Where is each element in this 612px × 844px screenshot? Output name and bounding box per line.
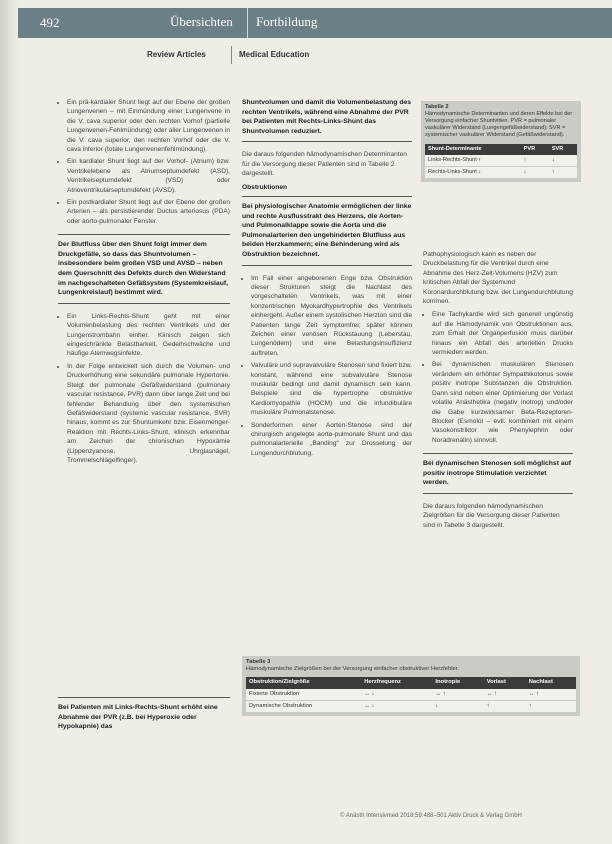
table-label: Tabelle 2 bbox=[425, 104, 449, 110]
table-caption: Hämodynamische Determinanten und deren Effekte bei der Versorgung einfacher Shuntvitien. PVR = pulmonaler vaskulärer Widerstand (Lungengefäßwiderstand); SVR = systemischer vaskulärer Widerstand (Gefäßwiderstand). bbox=[425, 111, 573, 138]
paragraph: Pathophysiologisch kann es neben der Druckbelastung für die Ventrikel durch eine Abnahme des Herz-Zeit-Volumens (HZV) zum kritischen Abfall der Systemund Koronardurchblutung bzw. der Lungendurchblutung kommen. bbox=[423, 251, 573, 306]
section-heading-obstruktionen: Obstruktionen bbox=[242, 183, 288, 191]
table-row bbox=[425, 167, 577, 179]
table-cell: ↔ ↓ bbox=[361, 689, 432, 701]
column-header: Nachlast bbox=[526, 677, 576, 688]
table-cell: ↓ bbox=[521, 167, 549, 179]
column-header: Vorlast bbox=[484, 677, 526, 688]
table-cell: Fixierte Obstruktion bbox=[246, 689, 361, 701]
table-caption: Hämodynamische Zielgrößen bei der Versorgung einfacher obstruktiver Herzfehler. bbox=[246, 666, 459, 673]
table-3 bbox=[242, 656, 580, 716]
column-header: PVR bbox=[521, 144, 549, 155]
column-1 bbox=[58, 98, 230, 468]
list-item: • In der Folge entwickelt sich durch die Volumen- und Druckerhöhung eine sekundäre pulmonale Hypertonie. Steigt der pulmonale Gefäßwiderstand (pulmonary vascular resistance, PVR) dann über lange Zeit und bei fehlender Behandlung über den systemischen Gefäßwiderstand (systemic vascular resistance, SVR) hinaus, kommt es zur Shuntumkehr bzw. Eisenmenger-Reaktion mit Rechts-Links-Shunt, klinisch erkennbar am Zeichen der chronischen Hypoxämie (Lippenzyanose, Uhrglasnägel, Trommelschlägelfinger). bbox=[67, 362, 230, 465]
table-header-row bbox=[425, 144, 577, 155]
table-cell: ↔ ↑ bbox=[432, 689, 483, 701]
table-cell: Rechts-Links-Shunt ↓ bbox=[425, 167, 521, 179]
obstruction-list bbox=[242, 274, 412, 459]
table-cell: ↔ ↑ bbox=[484, 689, 526, 701]
list-item: • Ein prä-kardialer Shunt liegt auf der Ebene der großen Lungenvenen – mit Einmündung einer Lungenvene in die V. cava superior oder den rechten Vorhof (partielle Lungenvenen-Fehlmündung) oder aller Lungenvenen in die V. cava superior, den rechten Vorhof oder die V. cava inferior (totale Lungenvenenfehlmündung). bbox=[67, 98, 230, 154]
list-item: • Ein postkardialer Shunt liegt auf der Ebene der großen Arterien – als persistierender Ductus arteriosus (PDA) oder aorto-pulmonaler Fenster. bbox=[67, 198, 230, 226]
table-3-grid bbox=[246, 677, 576, 713]
list-item: • Sonderformen einer Aorten-Stenose sind der chirurgisch angelegte aorto-pulmonale Shunt und das pulmonalarterielle „Banding“ zur Drosselung der Lungendurchblutung. bbox=[251, 421, 412, 459]
column-3 bbox=[423, 250, 573, 534]
table-cell: ↔ ↓ bbox=[361, 700, 432, 712]
shunt-location-list bbox=[58, 98, 230, 226]
key-message-continuation: Shuntvolumen und damit die Volumenbelastung des rechten Ventrikels, während eine Abnahme der PVR bei Patienten mit Rechts-Links-Shunt das Shuntvolumen reduziert. bbox=[242, 98, 412, 142]
column-header: Obstruktion/Zielgröße bbox=[246, 677, 361, 688]
table-cell: Dynamische Obstruktion bbox=[246, 700, 361, 712]
table-2 bbox=[421, 101, 581, 182]
paragraph: Die daraus folgenden hämodynamischen Determinanten für die Versorgung dieser Patienten sind in Tabelle 2 dargestellt. bbox=[242, 151, 407, 178]
key-message-box-4: Bei dynamischen Stenosen soll möglichst auf positiv inotrope Stimulation verzichtet werden. bbox=[423, 453, 573, 494]
table-cell: ↑ bbox=[521, 155, 549, 167]
key-message-box: Der Blutfluss über den Shunt folgt immer dem Druckgefälle, so dass das Shuntvolumen – insbesondere beim großen VSD und AVSD – neben dem Querschnitt des Defekts durch den Widerstand im nachgeschalteten Gefäßsystem (Systemkreislauf, Lungenkreislauf) bestimmt wird. bbox=[58, 234, 230, 304]
key-message-box-3: Bei physiologischer Anatomie ermöglichen der linke und rechte Ausflusstrakt des Herzens, die Aorten- und Pulmonalklappe sowie die Aorta und die Pulmonalarterien den ungehinderten Blutfluss aus beiden Herzkammern; eine Behinderung wird als Obstruktion bezeichnet. bbox=[242, 196, 412, 266]
column-header: Inotropie bbox=[432, 677, 483, 688]
page-footer: © Anästh Intensivmed 2018;59:488–501 Aktiv Druck & Verlag GmbH bbox=[340, 813, 522, 819]
list-item: • Ein kardialer Shunt liegt auf der Vorhof- (Atrium) bzw. Ventrikelebene als Atriumseptumdefekt (ASD), Ventrikelseptumdefekt (VSD) oder Atrioventrikularseptumdefekt (AVSD). bbox=[67, 157, 230, 195]
table-row bbox=[246, 700, 576, 712]
list-item: • Valvuläre und supravalvuläre Stenosen sind fixiert bzw. konstant, während eine subvalvuläre Stenose muskulär bedingt und damit dynamisch sein kann. Beispiele sind die hypertrophe obstruktive Kardiomyopathie (HOCM) und die infundibuläre muskuläre Pulmonalstenose. bbox=[251, 361, 412, 417]
table-header-row bbox=[246, 677, 576, 688]
list-item: • Ein Links-Rechts-Shunt geht mit einer Volumenbelastung des rechten Ventrikels und der Lungenstrombahn einher. Klinisch zeigen sich eingeschränkte Belastbarkeit, Gedeihschwäche und häufige Atemwegsinfekte. bbox=[67, 312, 230, 359]
column-header: Shunt-Determinante bbox=[425, 144, 521, 155]
table-label: Tabelle 3 bbox=[246, 659, 271, 665]
therapy-list bbox=[423, 310, 573, 445]
table-2-grid bbox=[425, 144, 577, 179]
page-number: 492 bbox=[40, 15, 60, 30]
table-cell: ↓ bbox=[549, 155, 577, 167]
table-row bbox=[425, 155, 577, 167]
header-divider bbox=[247, 8, 248, 38]
subheader-left: Review Articles bbox=[147, 50, 206, 59]
table-row bbox=[246, 689, 576, 701]
subheader-divider bbox=[231, 46, 232, 64]
section-title-right: Fortbildung bbox=[256, 14, 318, 29]
shunt-effects-list bbox=[58, 312, 230, 466]
subheader-right: Medical Education bbox=[239, 50, 310, 59]
column-1-bottom bbox=[58, 697, 230, 737]
list-item: • Eine Tachykardie wird sich generell ungünstig auf die Hämodynamik von Obstruktionen aus, zum Erhalt der Organperfusion muss darüber hinaus ein Abfall des arteriellen Drucks vermieden werden. bbox=[432, 310, 573, 357]
page-fold-shadow bbox=[0, 0, 18, 844]
table-cell: ↓ bbox=[432, 700, 483, 712]
table-cell: Links-Rechts-Shunt ↑ bbox=[425, 155, 521, 167]
list-item: • Im Fall einer angeborenen Enge bzw. Obstruktion dieser Strukturen steigt die Nachlast des vorgeschalteten Ventrikels, was mit einer konzentrischen Myokardhypertrophie des Ventrikels einhergeht. Außer einem systolischen Herzton sind die Patienten lange Zeit symptomfrei; später können Zeichen einer venösen Rückstauung (Leberstau, Lungenödem) und eine Belastungsinsuffizienz auftreten. bbox=[251, 274, 412, 359]
table-cell: ↔ ↑ bbox=[526, 689, 576, 701]
section-title-left: Übersichten bbox=[170, 14, 233, 29]
table-cell: ↑ bbox=[549, 167, 577, 179]
table-cell: ↑ bbox=[526, 700, 576, 712]
column-header: SVR bbox=[549, 144, 577, 155]
paragraph: Die daraus folgenden hämodynamischen Zielgrößen für die Versorgung dieser Patienten sind in Tabelle 3 dargestellt. bbox=[423, 502, 560, 529]
key-message-box-2: Bei Patienten mit Links-Rechts-Shunt erhöht eine Abnahme der PVR (z.B. bei Hyperoxie oder Hypokapnie) das bbox=[58, 697, 230, 737]
page-header bbox=[18, 8, 612, 38]
table-cell: ↑ bbox=[484, 700, 526, 712]
column-2 bbox=[242, 98, 412, 461]
list-item: • Bei dynamischen muskulären Stenosen verändern ein erhöhter Sympathikotonus sowie positiv inotrope Substanzen die Obstruktion. Dann sind neben einer Optimierung der Vorlast volatile Anästhetika (negativ inotrop) und/oder die Gabe kurzwirksamer Beta-Rezeptoren-Blocker (Esmolol – evtl. kombiniert mit einem Vasokonstriktor wie Phenylephrin oder Noradrenalin) sinnvoll. bbox=[432, 360, 573, 445]
column-header: Herzfrequenz bbox=[361, 677, 432, 688]
